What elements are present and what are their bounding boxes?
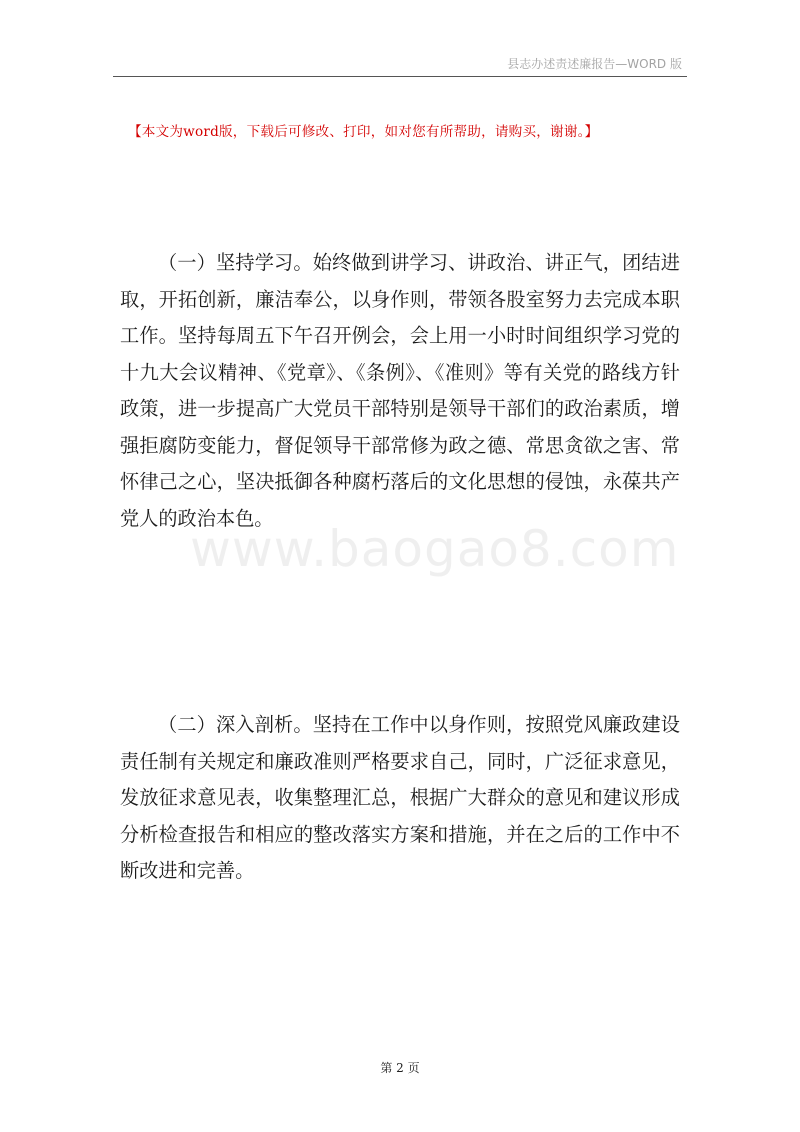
paragraph-study: （一）坚持学习。始终做到讲学习、讲政治、讲正气，团结进取，开拓创新，廉洁奉公，以身作则，带领各股室努力去完成本职工作。坚持每周五下午召开例会，会上用一小时时间组织学习党的十九大会议精神、《党章》、《条例》、《准则》等有关党的路线方针政策，进一步提高广大党员干部特别是领导干部们的政治素质，增强拒腐防变能力，督促领导干部常修为政之德、常思贪欲之害、常怀律己之心，坚决抵御各种腐朽落后的文化思想的侵蚀，永葆共产党人的政治本色。: [120, 251, 680, 530]
header-divider: [113, 76, 687, 77]
watermark-text: www.baogao8.com: [190, 520, 680, 578]
document-header-title: 县志办述责述廉报告—WORD 版: [507, 57, 682, 71]
paragraph-analysis: （二）深入剖析。坚持在工作中以身作则，按照党风廉政建设责任制有关规定和廉政准则严格要求自己，同时，广泛征求意见，发放征求意见表，收集整理汇总，根据广大群众的意见和建议形成分析检查报告和相应的整改落实方案和措施，并在之后的工作中不断改进和完善。: [120, 713, 680, 882]
page-number: 第 2 页: [380, 1061, 420, 1075]
purchase-notice: 【本文为word版，下载后可修改、打印，如对您有所帮助，请购买，谢谢。】: [128, 124, 599, 140]
